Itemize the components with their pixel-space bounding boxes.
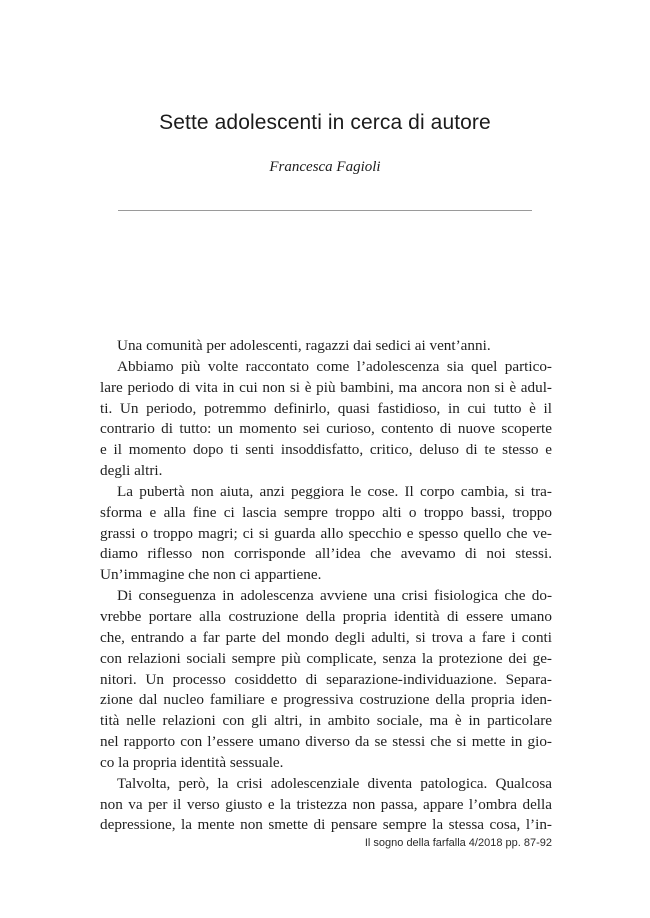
body-line: diamo riflesso non corrisponde all’idea che avevamo di noi stessi. bbox=[100, 545, 552, 563]
body-line: nel rapporto con l’essere umano diverso da se stessi che si mette in gio- bbox=[100, 733, 552, 751]
body-line: zione dal nucleo familiare e progressiva costruzione della propria iden- bbox=[100, 691, 552, 709]
body-line: vrebbe portare alla costruzione della propria identità di essere umano bbox=[100, 607, 552, 625]
body-line: sforma e alla fine ci lascia sempre troppo alti o troppo bassi, troppo bbox=[100, 503, 552, 521]
body-line: Una comunità per adolescenti, ragazzi dai sedici ai vent’anni. bbox=[117, 337, 491, 354]
body-line: co la propria identità sessuale. bbox=[100, 753, 284, 771]
body-line: nitori. Un processo cosiddetto di separazione-individuazione. Separa- bbox=[100, 670, 552, 688]
body-line: degli altri. bbox=[100, 462, 163, 480]
body-line: tità nelle relazioni con gli altri, in ambito sociale, ma è in particolare bbox=[100, 712, 552, 730]
body-line: Talvolta, però, la crisi adolescenziale diventa patologica. Qualcosa bbox=[117, 774, 552, 792]
article-title: Sette adolescenti in cerca di autore bbox=[159, 111, 491, 134]
body-line: Abbiamo più volte raccontato come l’adolescenza sia quel partico- bbox=[117, 357, 552, 375]
body-line: ti. Un periodo, potremmo definirlo, quasi fastidioso, in cui tutto è il bbox=[100, 399, 552, 417]
body-line: e il momento dopo ti senti insoddisfatto, critico, deluso di te stesso e bbox=[100, 441, 552, 459]
article-author: Francesca Fagioli bbox=[269, 159, 381, 175]
body-line: non va per il verso giusto e la tristezza non passa, appare l’ombra della bbox=[100, 795, 552, 813]
body-line: grassi o troppo magri; ci si guarda allo specchio e spesso quello che ve- bbox=[100, 524, 552, 542]
title-divider bbox=[118, 210, 532, 211]
body-line: Di conseguenza in adolescenza avviene una crisi fisiologica che do- bbox=[117, 587, 552, 605]
journal-citation: Il sogno della farfalla 4/2018 pp. 87-92 bbox=[364, 837, 552, 849]
body-line: Un’immagine che non ci appartiene. bbox=[100, 566, 322, 584]
body-line: La pubertà non aiuta, anzi peggiora le cose. Il corpo cambia, si tra- bbox=[117, 482, 552, 500]
body-line: con relazioni sociali sempre più complicate, senza la protezione dei ge- bbox=[100, 649, 552, 667]
body-line: che, entrando a far parte del mondo degli adulti, si trova a fare i conti bbox=[100, 628, 552, 646]
body-line: lare periodo di vita in cui non si è più bambini, ma ancora non si è adul- bbox=[100, 378, 552, 396]
body-line: contrario di tutto: un momento sei curioso, contento di nuove scoperte bbox=[100, 420, 552, 438]
body-line: depressione, la mente non smette di pensare sempre la stessa cosa, l’in- bbox=[100, 816, 552, 834]
article-body bbox=[100, 336, 552, 836]
